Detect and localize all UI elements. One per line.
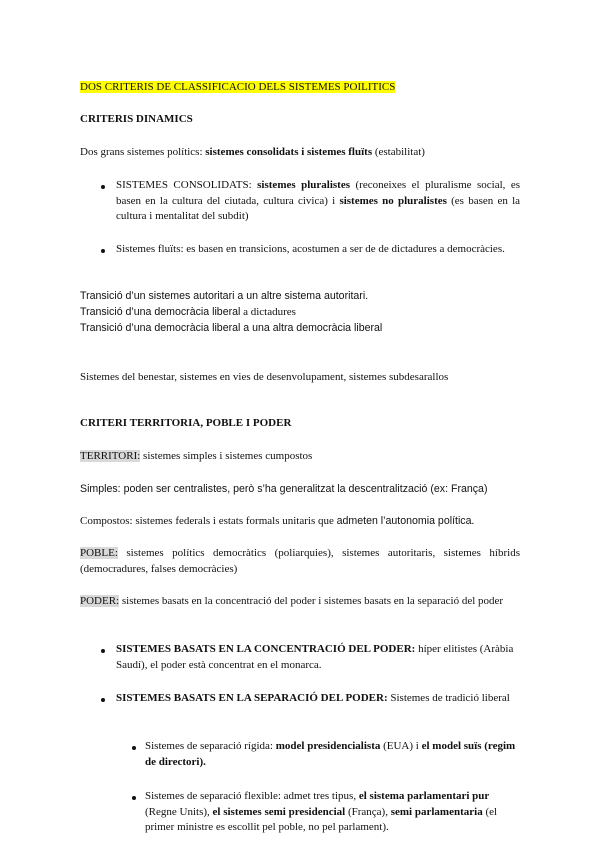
text: Sistemes de separació flexible: admet tres tipus,	[145, 790, 357, 802]
poble-text: sistemes polítics democràtics (poliarquies), sistemes autoritaris, sistemes híbrids (democradures, falses democràcies)	[80, 547, 520, 575]
document-title	[80, 80, 395, 96]
transition-line	[80, 305, 296, 321]
bold-text: sistemes no pluralistes	[339, 194, 447, 207]
intro-paragraph	[80, 145, 425, 161]
text: Compostos: sistemes federals i estats formals unitaris que	[80, 515, 334, 527]
bullet-icon	[101, 698, 105, 702]
sub-bullet-rigida	[145, 739, 520, 770]
text: (es basen en la cultura i mentalitat del subdit)	[116, 194, 521, 222]
poder-paragraph	[80, 594, 520, 610]
bullet-sistemes-consolidats	[116, 178, 520, 225]
text: (EUA) i	[383, 740, 419, 752]
bullet-separacio	[116, 691, 520, 707]
territori-label: TERRITORI:	[80, 450, 141, 462]
text: Transició d’una democràcia liberal	[80, 306, 241, 318]
text: (Regne Units),	[145, 805, 210, 818]
transition-line: Transició d’un sistemes autoritari a un altre sistema autoritari.	[80, 290, 369, 302]
bullet-icon	[101, 185, 105, 189]
territori-paragraph	[80, 449, 312, 465]
title-highlight: DOS CRITERIS DE CLASSIFICACIO DELS SISTEMES POILITICS	[80, 81, 396, 93]
sub-bullet-flexible	[145, 789, 520, 836]
sub-bullet-icon	[132, 746, 136, 750]
bold-text: SISTEMES BASATS EN LA SEPARACIÓ DEL PODER:	[116, 692, 388, 704]
bold-text: el sistema parlamentari pur	[358, 790, 490, 802]
intro-tail: (estabilitat)	[374, 146, 425, 158]
bullet-concentracio	[116, 642, 520, 673]
bold-text: el model suïs (regim de directori).	[145, 740, 516, 768]
sub-bullet-icon	[132, 796, 136, 800]
simples-paragraph: Simples: poden ser centralistes, però s’ha generalitzat la descentralització (ex: França)	[80, 483, 488, 495]
heading-criteri-territoria: CRITERI TERRITORIA, POBLE I PODER	[80, 417, 292, 429]
bullet-icon	[101, 249, 105, 253]
bullet-sistemes-fluits: Sistemes fluïts: es basen en transicions, acostumen a ser de de dictadures a democràcies.	[116, 243, 505, 255]
text: (França),	[347, 805, 388, 818]
compostos-sans: admeten l’autonomia política	[336, 515, 472, 527]
bold-text: SISTEMES BASATS EN LA CONCENTRACIÓ DEL PODER:	[116, 643, 416, 655]
text: Sistemes de tradició liberal	[390, 692, 510, 704]
poble-label: POBLE:	[80, 547, 118, 559]
text: a dictadures	[243, 306, 296, 318]
bullet-icon	[101, 649, 105, 653]
text: .	[471, 515, 475, 527]
bold-text: semi parlamentaria	[390, 805, 483, 818]
text: (reconeixes el pluralisme social, es basen en la cultura del ciutada, cultura civica) i	[116, 179, 521, 207]
compostos-paragraph	[80, 514, 474, 530]
heading-criteris-dinamics: CRITERIS DINAMICS	[80, 113, 193, 125]
transition-line: Transició d’una democràcia liberal a una altra democràcia liberal	[80, 322, 383, 334]
intro-text: Dos grans sistemes polítics:	[80, 146, 203, 158]
territori-text: sistemes simples i sistemes cumpostos	[143, 450, 313, 462]
poder-label: PODER:	[80, 595, 120, 607]
text: híper elitistes (Aràbia Saudí), el poder està concentrat en el monarca.	[116, 643, 514, 671]
poder-text: sistemes basats en la concentració del poder i sistemes basats en la separació del poder	[121, 595, 504, 607]
text: SISTEMES CONSOLIDATS:	[116, 179, 252, 191]
poble-paragraph	[80, 546, 520, 577]
bold-text: el sistemes semi presidencial	[212, 805, 346, 818]
bold-text: sistemes pluralistes	[257, 179, 351, 191]
intro-bold: sistemes consolidats i sistemes fluïts	[205, 146, 373, 158]
text: (el primer ministre es escollit pel poble, no pel parlament).	[145, 805, 498, 833]
bold-text: model presidencialista	[275, 740, 381, 752]
text: Sistemes de separació rígida:	[145, 740, 273, 752]
welfare-paragraph: Sistemes del benestar, sistemes en vies de desenvolupament, sistemes subdesarallos	[80, 371, 449, 383]
